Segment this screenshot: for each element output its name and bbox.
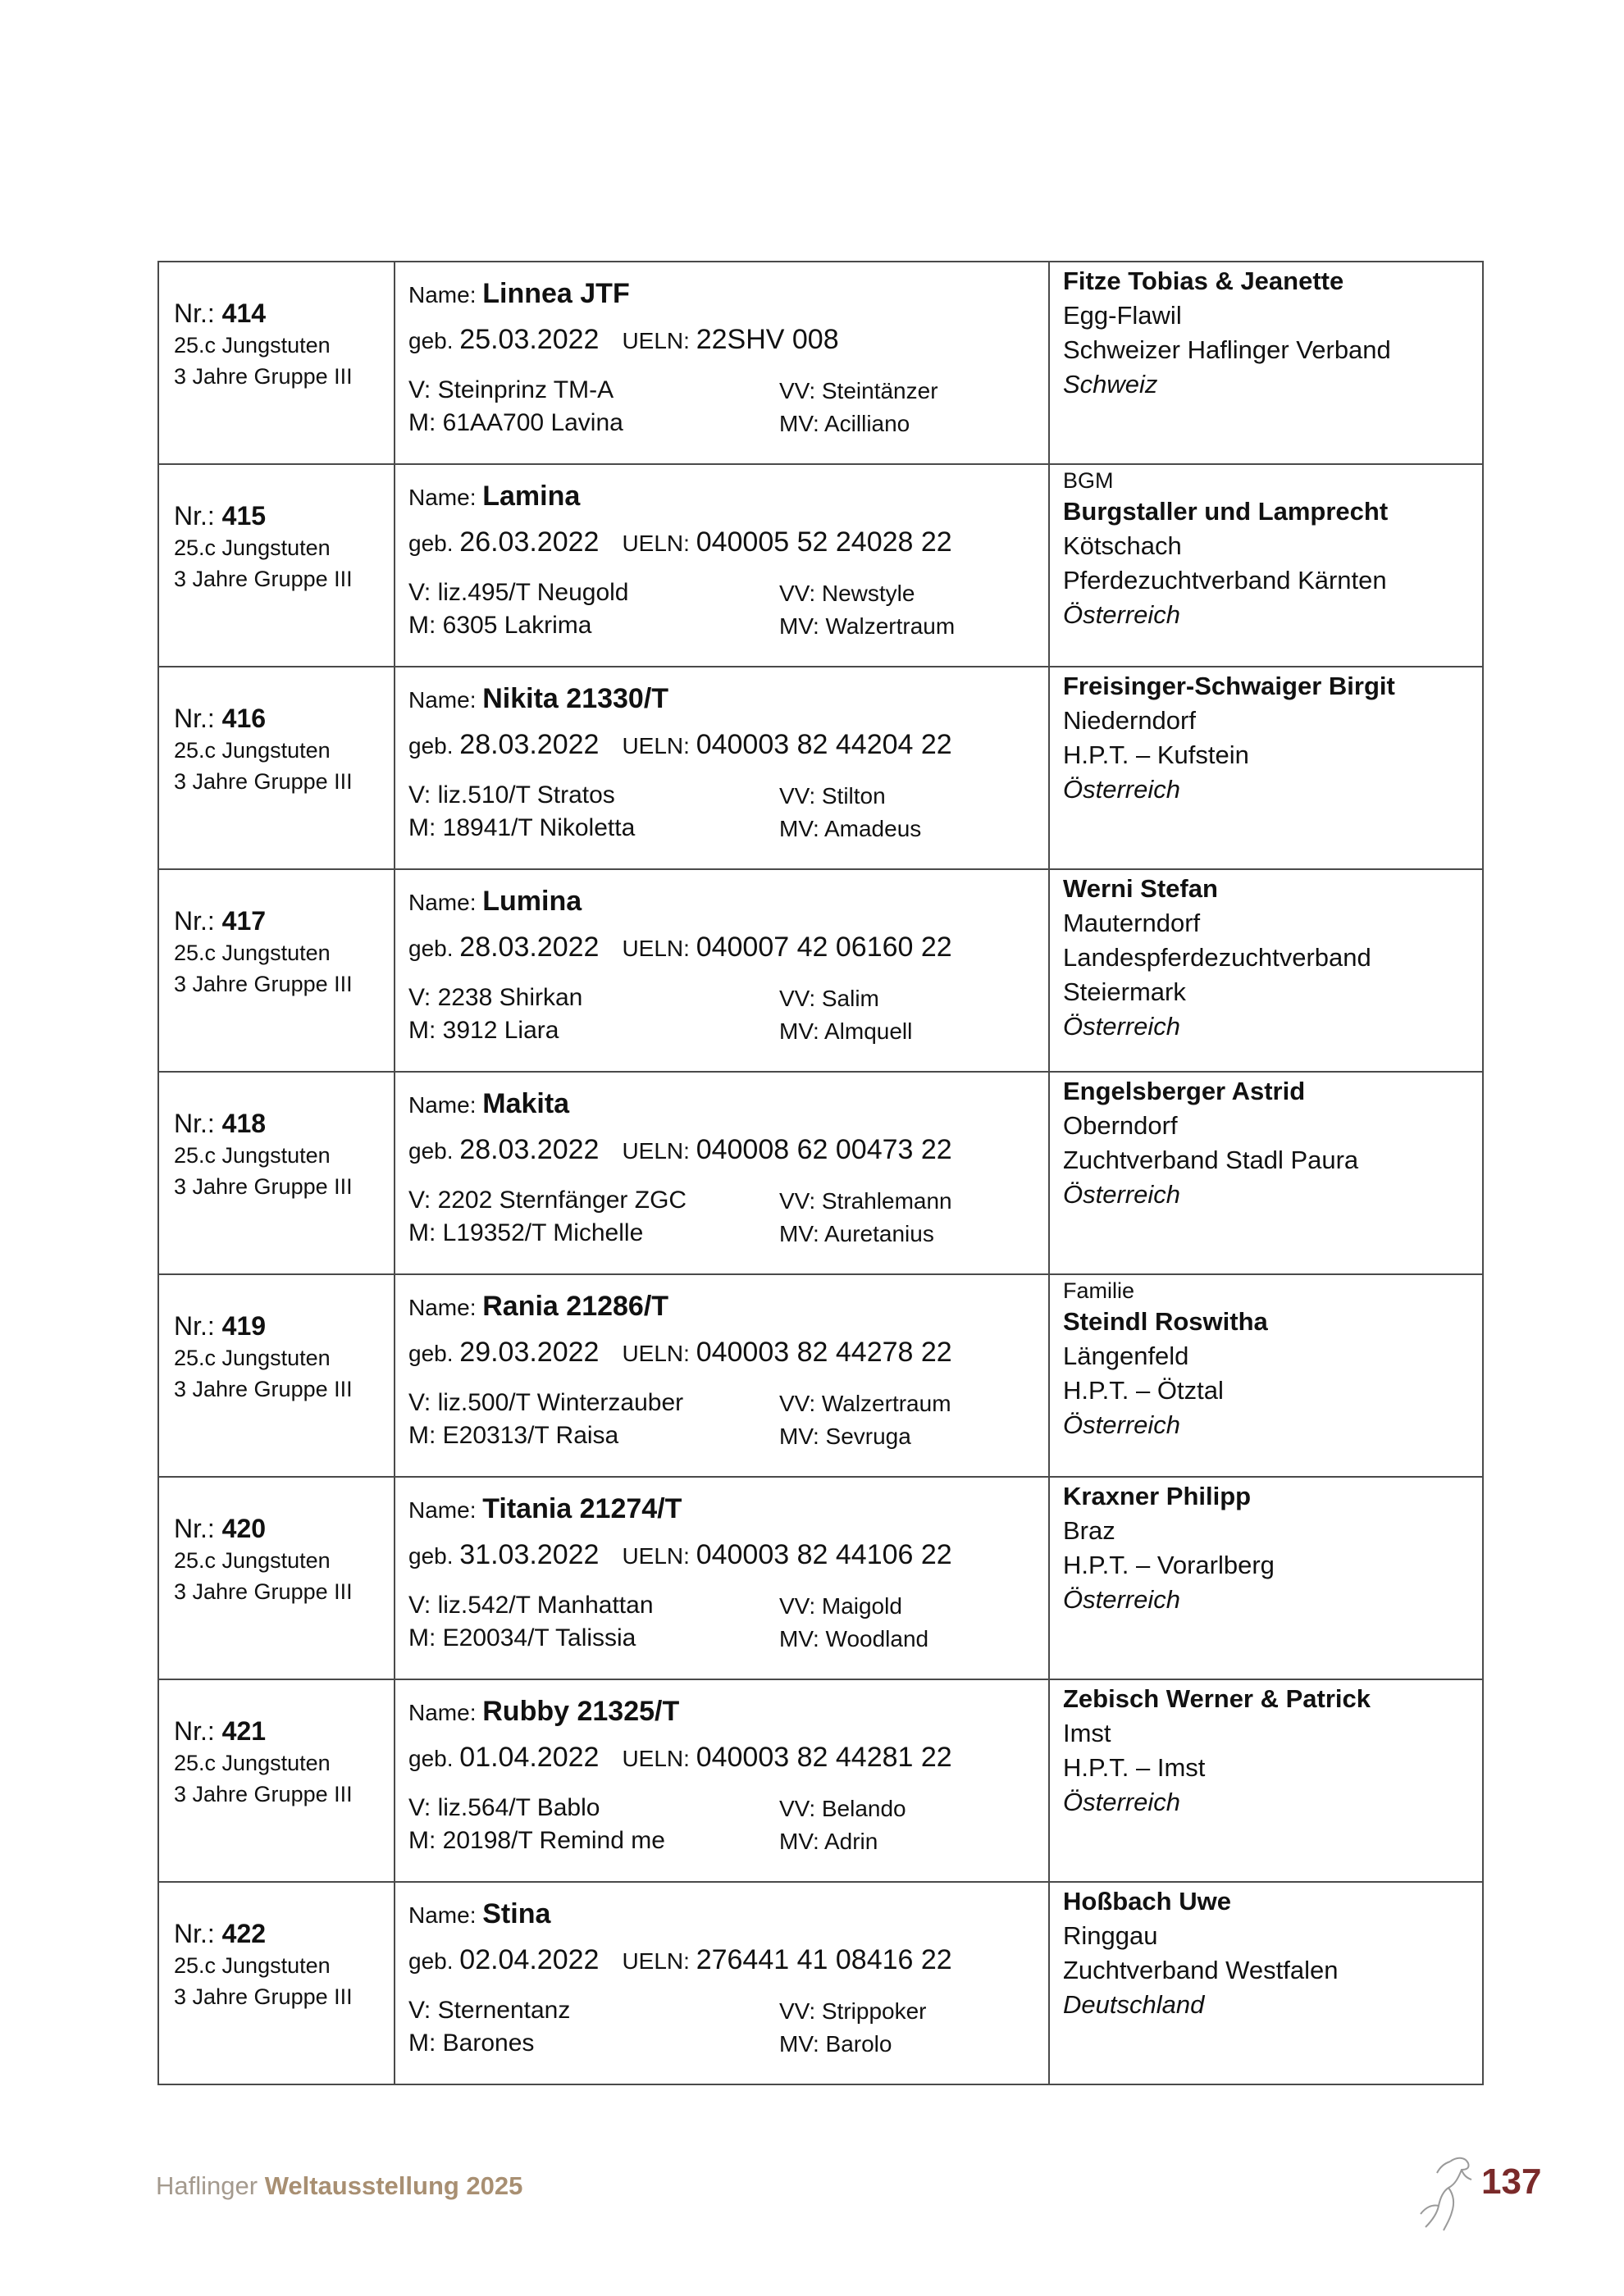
class-name: 25.c Jungstuten (174, 1548, 331, 1573)
nr-value: 420 (221, 1514, 267, 1543)
entry-number (174, 499, 394, 532)
ueln-value: 040003 82 44204 22 (696, 729, 952, 760)
geb-label: geb. (408, 328, 460, 353)
owner-cell (1049, 1274, 1483, 1477)
entry-row (158, 262, 1483, 464)
name-label: Name: (408, 1700, 483, 1725)
owner-cell (1049, 1477, 1483, 1679)
dam: M: 20198/T Remind me (408, 1827, 665, 1854)
ueln-value: 276441 41 08416 22 (696, 1944, 952, 1975)
geb-label: geb. (408, 1543, 460, 1569)
nr-label: Nr.: (174, 501, 222, 531)
class-name: 25.c Jungstuten (174, 333, 331, 358)
ueln-label: UELN: (622, 936, 696, 961)
sire-sire: VV: Maigold (779, 1593, 902, 1619)
dam-sire: MV: Auretanius (779, 1221, 934, 1246)
entry-number (174, 1310, 394, 1342)
ueln-label: UELN: (622, 1948, 696, 1974)
dam-sire: MV: Acilliano (779, 411, 910, 436)
owner-line: Zuchtverband Westfalen (1063, 1956, 1339, 1984)
horse-logo-icon (1407, 2145, 1481, 2235)
class-group: 3 Jahre Gruppe III (174, 364, 353, 389)
name-label: Name: (408, 1497, 483, 1523)
entry-number (174, 1107, 394, 1140)
page-number: 137 (1481, 2162, 1542, 2202)
dam: M: 3912 Liara (408, 1017, 559, 1044)
entry-number-cell (158, 1072, 395, 1274)
name-value: Nikita 21330/T (482, 683, 669, 714)
entry-number-cell (158, 1679, 395, 1882)
geb-label: geb. (408, 1138, 460, 1164)
class-group: 3 Jahre Gruppe III (174, 769, 353, 794)
nr-label: Nr.: (174, 906, 222, 936)
ueln-label: UELN: (622, 1138, 696, 1164)
owner-line: Österreich (1063, 1585, 1180, 1614)
geb-label: geb. (408, 1948, 460, 1974)
nr-value: 417 (221, 906, 267, 936)
horse-info-cell (395, 262, 1049, 464)
owner-line: BGM (1063, 468, 1114, 493)
owner-line: Niederndorf (1063, 706, 1196, 735)
dam-sire: MV: Amadeus (779, 816, 922, 841)
birth-line (408, 727, 1048, 771)
entry-number-cell (158, 667, 395, 869)
ueln-value: 040003 82 44281 22 (696, 1742, 952, 1773)
owner-line: Längenfeld (1063, 1342, 1189, 1370)
horse-info-cell (395, 1882, 1049, 2084)
name-label: Name: (408, 1902, 483, 1928)
horse-info-cell (395, 1477, 1049, 1679)
class-group: 3 Jahre Gruppe III (174, 1984, 353, 2009)
entry-number-cell (158, 1274, 395, 1477)
entry-number (174, 1512, 394, 1545)
footer-highlight: Weltausstellung 2025 (264, 2171, 523, 2200)
owner-line: Imst (1063, 1719, 1111, 1747)
nr-value: 415 (221, 501, 267, 531)
horse-name (408, 1693, 1048, 1734)
owner-line: H.P.T. – Vorarlberg (1063, 1551, 1275, 1579)
owner-cell (1049, 464, 1483, 667)
sire: V: liz.510/T Stratos (408, 781, 615, 809)
owner-cell (1049, 667, 1483, 869)
owner-line: Schweizer Haflinger Verband (1063, 335, 1391, 364)
owner-line: H.P.T. – Imst (1063, 1753, 1206, 1782)
dam: M: E20034/T Talissia (408, 1624, 636, 1651)
horse-name (408, 276, 1048, 317)
sire-sire: VV: Newstyle (779, 581, 915, 606)
entry-row (158, 869, 1483, 1072)
horse-name (408, 1288, 1048, 1329)
nr-label: Nr.: (174, 1311, 222, 1341)
pedigree (408, 1792, 1048, 1857)
name-value: Lamina (482, 481, 581, 512)
name-value: Rubby 21325/T (482, 1696, 680, 1727)
birth-date: 28.03.2022 (459, 932, 600, 963)
owner-line: Österreich (1063, 1180, 1180, 1209)
entry-number-cell (158, 262, 395, 464)
sire-sire: VV: Belando (779, 1796, 906, 1821)
birth-date: 26.03.2022 (459, 526, 600, 558)
class-name: 25.c Jungstuten (174, 1346, 331, 1370)
dam: M: 18941/T Nikoletta (408, 814, 636, 841)
pedigree (408, 1589, 1048, 1655)
entry-row (158, 1477, 1483, 1679)
nr-value: 421 (221, 1716, 267, 1746)
name-value: Linnea JTF (482, 278, 630, 309)
entry-number (174, 1917, 394, 1950)
class-group: 3 Jahre Gruppe III (174, 1782, 353, 1806)
dam: M: Barones (408, 2029, 535, 2057)
name-value: Rania 21286/T (482, 1291, 669, 1322)
entry-number-cell (158, 1477, 395, 1679)
pedigree (408, 1184, 1048, 1250)
nr-label: Nr.: (174, 1716, 222, 1746)
owner-line: Zuchtverband Stadl Paura (1063, 1146, 1359, 1174)
owner-cell (1049, 1679, 1483, 1882)
dam-sire: MV: Woodland (779, 1626, 929, 1651)
footer-prefix: Haflinger (156, 2171, 265, 2200)
entries-body (158, 262, 1483, 2084)
pedigree (408, 1387, 1048, 1452)
ueln-value: 040005 52 24028 22 (696, 526, 952, 558)
owner-line: H.P.T. – Ötztal (1063, 1376, 1224, 1405)
horse-info-cell (395, 1679, 1049, 1882)
class-name: 25.c Jungstuten (174, 535, 331, 560)
sire: V: Steinprinz TM-A (408, 376, 614, 403)
birth-date: 25.03.2022 (459, 324, 600, 355)
ueln-value: 22SHV 008 (696, 324, 839, 355)
owner-line: Freisinger-Schwaiger Birgit (1063, 672, 1395, 700)
entry-number (174, 297, 394, 330)
birth-line (408, 929, 1048, 973)
name-label: Name: (408, 890, 483, 915)
sire: V: liz.495/T Neugold (408, 579, 629, 606)
owner-line: Werni Stefan (1063, 874, 1218, 903)
ueln-label: UELN: (622, 1746, 696, 1771)
dam: M: E20313/T Raisa (408, 1422, 619, 1449)
entry-number (174, 702, 394, 735)
nr-value: 422 (221, 1919, 267, 1948)
ueln-value: 040003 82 44278 22 (696, 1337, 952, 1368)
horse-info-cell (395, 1274, 1049, 1477)
birth-date: 29.03.2022 (459, 1337, 600, 1368)
entry-number-cell (158, 464, 395, 667)
class-group: 3 Jahre Gruppe III (174, 1579, 353, 1604)
class-group: 3 Jahre Gruppe III (174, 567, 353, 591)
owner-line: Österreich (1063, 1012, 1180, 1041)
name-label: Name: (408, 1092, 483, 1118)
pedigree (408, 1994, 1048, 2060)
dam: M: L19352/T Michelle (408, 1219, 644, 1246)
sire-sire: VV: Strippoker (779, 1998, 927, 2024)
birth-date: 02.04.2022 (459, 1944, 600, 1975)
nr-label: Nr.: (174, 298, 222, 328)
sire: V: Sternentanz (408, 1997, 571, 2024)
birth-line (408, 321, 1048, 366)
geb-label: geb. (408, 1341, 460, 1366)
pedigree (408, 374, 1048, 440)
horse-name (408, 681, 1048, 722)
pedigree (408, 576, 1048, 642)
birth-line (408, 1537, 1048, 1581)
owner-line: Familie (1063, 1278, 1135, 1303)
class-group: 3 Jahre Gruppe III (174, 972, 353, 996)
name-label: Name: (408, 485, 483, 510)
owner-line: Fitze Tobias & Jeanette (1063, 266, 1344, 295)
horse-name (408, 1896, 1048, 1937)
nr-label: Nr.: (174, 1514, 222, 1543)
horse-name (408, 883, 1048, 924)
entry-row (158, 1882, 1483, 2084)
dam-sire: MV: Walzertraum (779, 613, 956, 639)
owner-line: Burgstaller und Lamprecht (1063, 497, 1389, 526)
sire: V: liz.542/T Manhattan (408, 1592, 654, 1619)
sire-sire: VV: Strahlemann (779, 1188, 952, 1214)
name-value: Makita (482, 1088, 570, 1119)
sire-sire: VV: Walzertraum (779, 1391, 951, 1416)
dam: M: 6305 Lakrima (408, 612, 592, 639)
entry-row (158, 667, 1483, 869)
owner-cell (1049, 1882, 1483, 2084)
name-value: Titania 21274/T (482, 1493, 682, 1524)
ueln-value: 040007 42 06160 22 (696, 932, 952, 963)
entry-number (174, 1715, 394, 1747)
owner-line: Deutschland (1063, 1990, 1205, 2019)
name-label: Name: (408, 282, 483, 308)
birth-date: 31.03.2022 (459, 1539, 600, 1570)
ueln-label: UELN: (622, 328, 696, 353)
name-value: Stina (482, 1898, 551, 1929)
entry-row (158, 1072, 1483, 1274)
birth-line (408, 1132, 1048, 1176)
owner-cell (1049, 262, 1483, 464)
geb-label: geb. (408, 733, 460, 758)
name-value: Lumina (482, 886, 582, 917)
entry-row (158, 1679, 1483, 1882)
owner-line: H.P.T. – Kufstein (1063, 740, 1249, 769)
class-name: 25.c Jungstuten (174, 1143, 331, 1168)
class-group: 3 Jahre Gruppe III (174, 1174, 353, 1199)
dam-sire: MV: Sevruga (779, 1424, 911, 1449)
birth-date: 01.04.2022 (459, 1742, 600, 1773)
nr-value: 416 (221, 704, 267, 733)
birth-line (408, 524, 1048, 568)
horse-info-cell (395, 667, 1049, 869)
entry-number (174, 904, 394, 937)
ueln-label: UELN: (622, 1543, 696, 1569)
horse-name (408, 1491, 1048, 1532)
birth-date: 28.03.2022 (459, 1134, 600, 1165)
owner-line: Österreich (1063, 600, 1180, 629)
class-name: 25.c Jungstuten (174, 1751, 331, 1775)
footer-title (156, 2171, 522, 2201)
sire-sire: VV: Salim (779, 986, 879, 1011)
ueln-label: UELN: (622, 1341, 696, 1366)
entry-number-cell (158, 869, 395, 1072)
owner-cell (1049, 1072, 1483, 1274)
owner-line: Ringgau (1063, 1921, 1158, 1950)
owner-line: Oberndorf (1063, 1111, 1178, 1140)
owner-line: Zebisch Werner & Patrick (1063, 1684, 1371, 1713)
owner-line: Steiermark (1063, 977, 1186, 1006)
dam-sire: MV: Barolo (779, 2031, 892, 2057)
owner-line: Österreich (1063, 1788, 1180, 1816)
owner-line: Kötschach (1063, 531, 1182, 560)
owner-line: Pferdezuchtverband Kärnten (1063, 566, 1387, 594)
nr-label: Nr.: (174, 1109, 222, 1138)
nr-value: 418 (221, 1109, 267, 1138)
name-label: Name: (408, 687, 483, 713)
ueln-label: UELN: (622, 733, 696, 758)
owner-line: Schweiz (1063, 370, 1158, 399)
sire: V: liz.564/T Bablo (408, 1794, 600, 1821)
entry-row (158, 1274, 1483, 1477)
class-name: 25.c Jungstuten (174, 941, 331, 965)
birth-line (408, 1739, 1048, 1784)
dam-sire: MV: Almquell (779, 1018, 913, 1044)
ueln-label: UELN: (622, 531, 696, 556)
owner-line: Kraxner Philipp (1063, 1482, 1252, 1510)
sire: V: 2202 Sternfänger ZGC (408, 1187, 687, 1214)
horse-info-cell (395, 869, 1049, 1072)
entry-number-cell (158, 1882, 395, 2084)
dam: M: 61AA700 Lavina (408, 409, 623, 436)
owner-line: Steindl Roswitha (1063, 1307, 1268, 1336)
sire-sire: VV: Stilton (779, 783, 886, 809)
class-name: 25.c Jungstuten (174, 738, 331, 763)
entry-row (158, 464, 1483, 667)
birth-line (408, 1942, 1048, 1986)
class-group: 3 Jahre Gruppe III (174, 1377, 353, 1401)
pedigree (408, 982, 1048, 1047)
owner-line: Hoßbach Uwe (1063, 1887, 1231, 1916)
owner-line: Engelsberger Astrid (1063, 1077, 1306, 1105)
horse-name (408, 478, 1048, 519)
name-label: Name: (408, 1295, 483, 1320)
sire: V: 2238 Shirkan (408, 984, 583, 1011)
nr-label: Nr.: (174, 704, 222, 733)
owner-line: Landespferdezuchtverband (1063, 943, 1371, 972)
owner-line: Egg-Flawil (1063, 301, 1182, 330)
owner-line: Österreich (1063, 775, 1180, 804)
owner-line: Mauterndorf (1063, 909, 1201, 937)
sire-sire: VV: Steintänzer (779, 378, 938, 403)
nr-label: Nr.: (174, 1919, 222, 1948)
dam-sire: MV: Adrin (779, 1829, 878, 1854)
class-name: 25.c Jungstuten (174, 1953, 331, 1978)
sire: V: liz.500/T Winterzauber (408, 1389, 684, 1416)
ueln-value: 040008 62 00473 22 (696, 1134, 952, 1165)
horse-info-cell (395, 464, 1049, 667)
birth-date: 28.03.2022 (459, 729, 600, 760)
nr-value: 419 (221, 1311, 267, 1341)
pedigree (408, 779, 1048, 845)
horse-info-cell (395, 1072, 1049, 1274)
ueln-value: 040003 82 44106 22 (696, 1539, 952, 1570)
owner-cell (1049, 869, 1483, 1072)
birth-line (408, 1334, 1048, 1378)
owner-line: Österreich (1063, 1410, 1180, 1439)
entries-table (157, 261, 1484, 2085)
geb-label: geb. (408, 936, 460, 961)
geb-label: geb. (408, 1746, 460, 1771)
nr-value: 414 (221, 298, 267, 328)
geb-label: geb. (408, 531, 460, 556)
owner-line: Braz (1063, 1516, 1115, 1545)
horse-name (408, 1086, 1048, 1127)
